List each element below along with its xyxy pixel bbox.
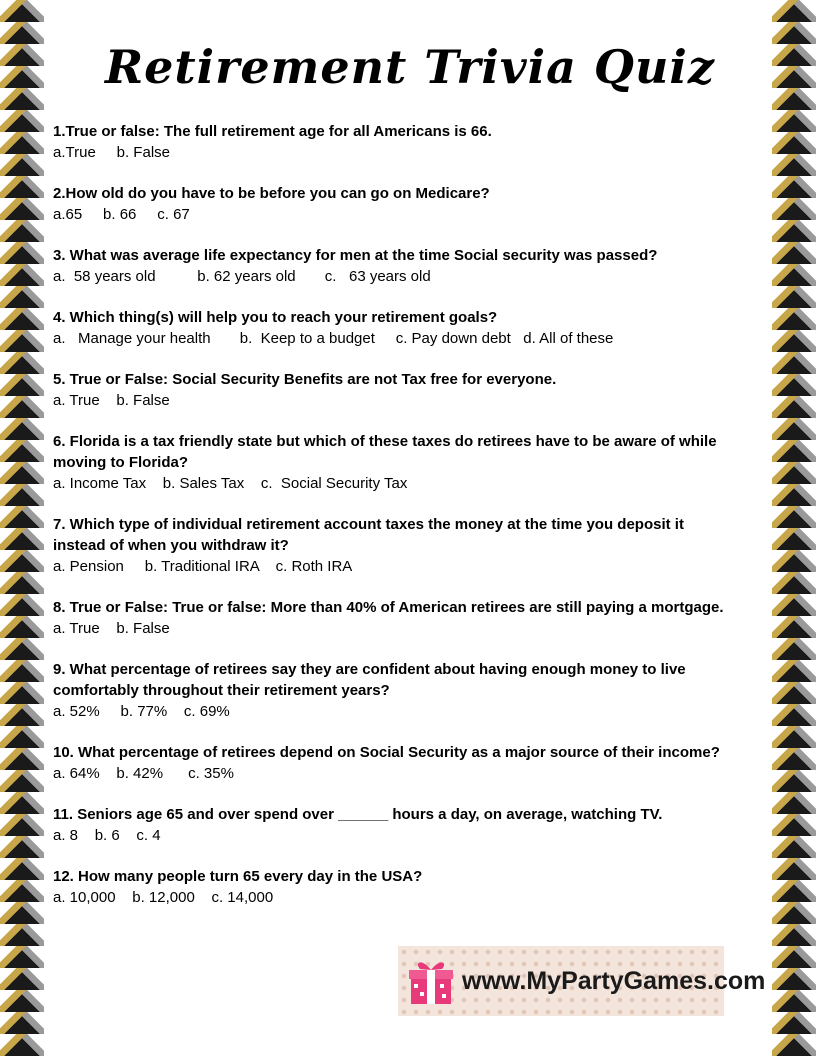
question-text: 8. True or False: True or false: More than 40% of American retirees are still paying a mortgage. — [53, 599, 724, 616]
answer-options: a. 64% b. 42% c. 35% — [53, 765, 234, 782]
quiz-list — [53, 121, 733, 928]
question-text: 2.How old do you have to be before you can go on Medicare? — [53, 185, 490, 202]
question-5 — [53, 369, 733, 411]
question-3 — [53, 245, 733, 287]
answer-options: a.True b. False — [53, 144, 170, 161]
brand-url: www.MyPartyGames.com — [462, 966, 766, 995]
question-text: 9. What percentage of retirees say they are confident about having enough money to live comfortably throughout their retirement years? — [53, 661, 686, 699]
question-4 — [53, 307, 733, 349]
question-text: 10. What percentage of retirees depend on Social Security as a major source of their income? — [53, 744, 720, 761]
question-text: 12. How many people turn 65 every day in the USA? — [53, 868, 423, 885]
brand-banner — [398, 946, 766, 1016]
question-text: 3. What was average life expectancy for men at the time Social security was passed? — [53, 247, 658, 264]
question-text: 6. Florida is a tax friendly state but which of these taxes do retirees have to be aware of while moving to Florida? — [53, 433, 717, 471]
answer-options: a. Pension b. Traditional IRA c. Roth IRA — [53, 558, 353, 575]
answer-options: a.65 b. 66 c. 67 — [53, 206, 190, 223]
question-12 — [53, 866, 733, 908]
question-6 — [53, 431, 733, 494]
answer-options: a. 8 b. 6 c. 4 — [53, 827, 161, 844]
answer-options: a. 10,000 b. 12,000 c. 14,000 — [53, 889, 274, 906]
question-2 — [53, 183, 733, 225]
answer-options: a. 58 years old b. 62 years old c. 63 years old — [53, 268, 431, 285]
question-text: 4. Which thing(s) will help you to reach your retirement goals? — [53, 309, 498, 326]
page-title: Retirement Trivia Quiz — [104, 40, 716, 94]
answer-options: a. 52% b. 77% c. 69% — [53, 703, 230, 720]
answer-options: a. True b. False — [53, 620, 170, 637]
question-7 — [53, 514, 733, 577]
gift-icon — [408, 956, 454, 1006]
decorative-border-right — [772, 0, 816, 1056]
question-10 — [53, 742, 733, 784]
question-text: 7. Which type of individual retirement account taxes the money at the time you deposit it instead of when you withdraw it? — [53, 516, 684, 554]
question-1 — [53, 121, 733, 163]
question-8 — [53, 597, 733, 639]
decorative-border-left — [0, 0, 44, 1056]
question-9 — [53, 659, 733, 722]
question-text: 1.True or false: The full retirement age for all Americans is 66. — [53, 123, 492, 140]
question-text: 5. True or False: Social Security Benefits are not Tax free for everyone. — [53, 371, 557, 388]
answer-options: a. Income Tax b. Sales Tax c. Social Security Tax — [53, 475, 408, 492]
answer-options: a. Manage your health b. Keep to a budget c. Pay down debt d. All of these — [53, 330, 614, 347]
question-text: 11. Seniors age 65 and over spend over ______ hours a day, on average, watching TV. — [53, 806, 663, 823]
question-11 — [53, 804, 733, 846]
answer-options: a. True b. False — [53, 392, 170, 409]
